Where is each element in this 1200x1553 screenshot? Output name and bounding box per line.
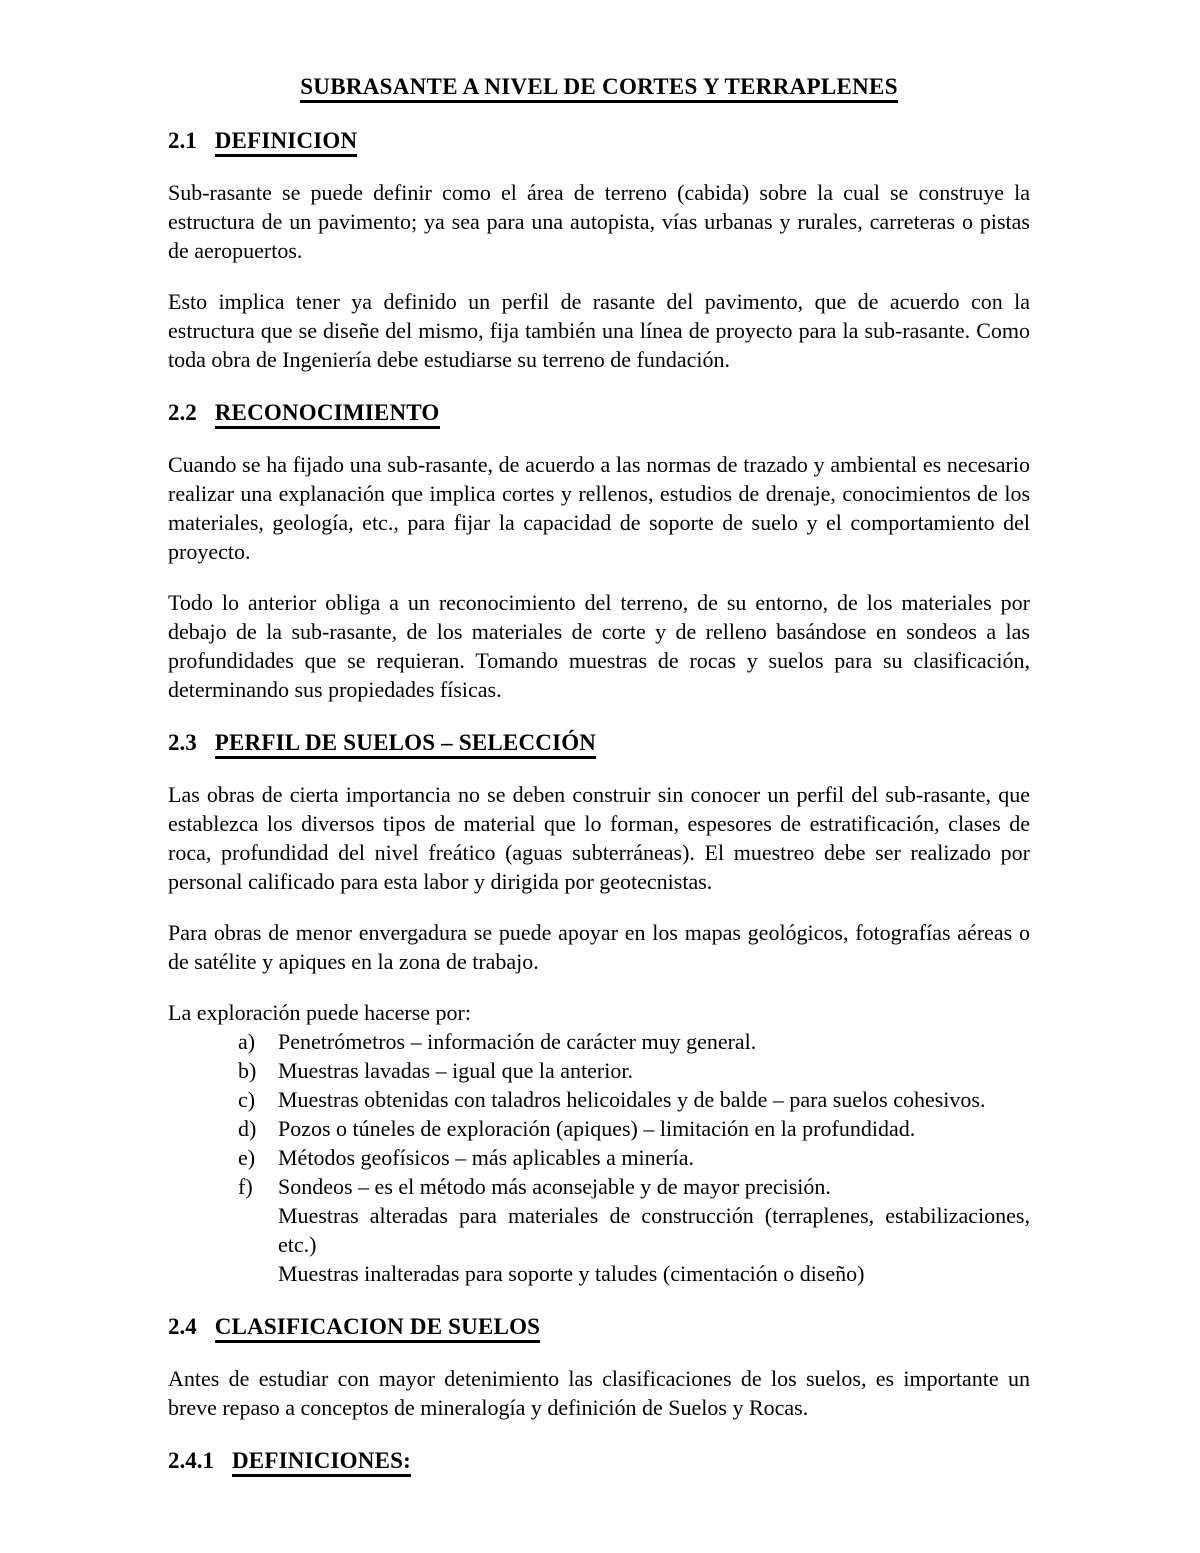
list-item-sondeos (168, 1172, 1030, 1201)
list-item-label: e) (238, 1145, 256, 1170)
paragraph-antes-estudiar: Antes de estudiar con mayor detenimiento las clasificaciones de los suelos, es importante un breve repaso a conceptos de mineralogía y definición de Suelos y Rocas. (168, 1366, 1030, 1420)
section-heading-definiciones (168, 1446, 1030, 1476)
list-item-label: f) (238, 1174, 253, 1199)
heading-text: RECONOCIMIENTO (215, 400, 440, 429)
paragraph-obras-importancia: Las obras de cierta importancia no se deben construir sin conocer un perfil del sub-rasante, que establezca los diversos tipos de material que lo forman, espesores de estratificación, clases de roca, profundidad del nivel freático (aguas subterráneas). El muestreo debe ser realizado por personal calificado para esta labor y dirigida por geotecnistas. (168, 782, 1030, 894)
list-item-label: a) (238, 1029, 256, 1054)
list-item-label: d) (238, 1116, 257, 1141)
section-heading-reconocimiento (168, 398, 1030, 428)
section-heading-clasificacion (168, 1312, 1030, 1342)
list-item-text: Muestras obtenidas con taladros helicoidales y de balde – para suelos cohesivos. (278, 1087, 986, 1112)
exploration-methods-list (168, 1027, 1030, 1288)
list-item-penetrometros (168, 1027, 1030, 1056)
heading-text: PERFIL DE SUELOS – SELECCIÓN (215, 730, 596, 759)
heading-number: 2.1 (168, 128, 197, 153)
list-item-pozos-tuneles (168, 1114, 1030, 1143)
list-item-taladros (168, 1085, 1030, 1114)
list-continuation-muestras-alteradas: Muestras alteradas para materiales de construcción (terraplenes, estabilizaciones, etc.) (278, 1203, 1030, 1257)
section-heading-definicion (168, 126, 1030, 156)
list-continuation-muestras-inalteradas: Muestras inalteradas para soporte y taludes (cimentación o diseño) (278, 1261, 865, 1286)
list-item-muestras-lavadas (168, 1056, 1030, 1085)
document-title-text: SUBRASANTE A NIVEL DE CORTES Y TERRAPLENES (300, 74, 898, 103)
heading-text: CLASIFICACION DE SUELOS (215, 1314, 540, 1343)
list-item-label: b) (238, 1058, 257, 1083)
list-item-text: Penetrómetros – información de carácter muy general. (278, 1029, 757, 1054)
paragraph-cuando-fijado: Cuando se ha fijado una sub-rasante, de acuerdo a las normas de trazado y ambiental es necesario realizar una explanación que implica cortes y rellenos, estudios de drenaje, conocimientos de los materiales, geología, etc., para fijar la capacidad de soporte de suelo y el comportamiento del proyecto. (168, 452, 1030, 564)
list-item-label: c) (238, 1087, 256, 1112)
paragraph-perfil-rasante: Esto implica tener ya definido un perfil de rasante del pavimento, que de acuerdo con la estructura que se diseñe del mismo, fija también una línea de proyecto para la sub-rasante. Como toda obra de Ingeniería debe estudiarse su terreno de fundación. (168, 289, 1030, 372)
heading-number: 2.3 (168, 730, 197, 755)
heading-number: 2.4.1 (168, 1448, 214, 1473)
paragraph-exploracion-intro: La exploración puede hacerse por: (168, 1000, 471, 1025)
section-heading-perfil-suelos (168, 728, 1030, 758)
paragraph-subrasante-definition: Sub-rasante se puede definir como el área de terreno (cabida) sobre la cual se construye la estructura de un pavimento; ya sea para una autopista, vías urbanas y rurales, carreteras o pistas de aeropuertos. (168, 180, 1030, 263)
heading-number: 2.4 (168, 1314, 197, 1339)
list-item-text: Sondeos – es el método más aconsejable y de mayor precisión. (278, 1174, 831, 1199)
list-item-metodos-geofisicos (168, 1143, 1030, 1172)
heading-text: DEFINICIONES: (232, 1448, 411, 1477)
list-item-text: Muestras lavadas – igual que la anterior. (278, 1058, 633, 1083)
paragraph-obras-menores: Para obras de menor envergadura se puede apoyar en los mapas geológicos, fotografías aéreas o de satélite y apiques en la zona de trabajo. (168, 920, 1030, 974)
document-title (168, 72, 1030, 102)
paragraph-todo-anterior: Todo lo anterior obliga a un reconocimiento del terreno, de su entorno, de los materiales por debajo de la sub-rasante, de los materiales de corte y de relleno basándose en sondeos a las profundidades que se requieran. Tomando muestras de rocas y suelos para su clasificación, determinando sus propiedades físicas. (168, 590, 1030, 702)
list-item-text: Métodos geofísicos – más aplicables a minería. (278, 1145, 695, 1170)
list-item-text: Pozos o túneles de exploración (apiques) – limitación en la profundidad. (278, 1116, 916, 1141)
heading-number: 2.2 (168, 400, 197, 425)
heading-text: DEFINICION (215, 128, 358, 157)
